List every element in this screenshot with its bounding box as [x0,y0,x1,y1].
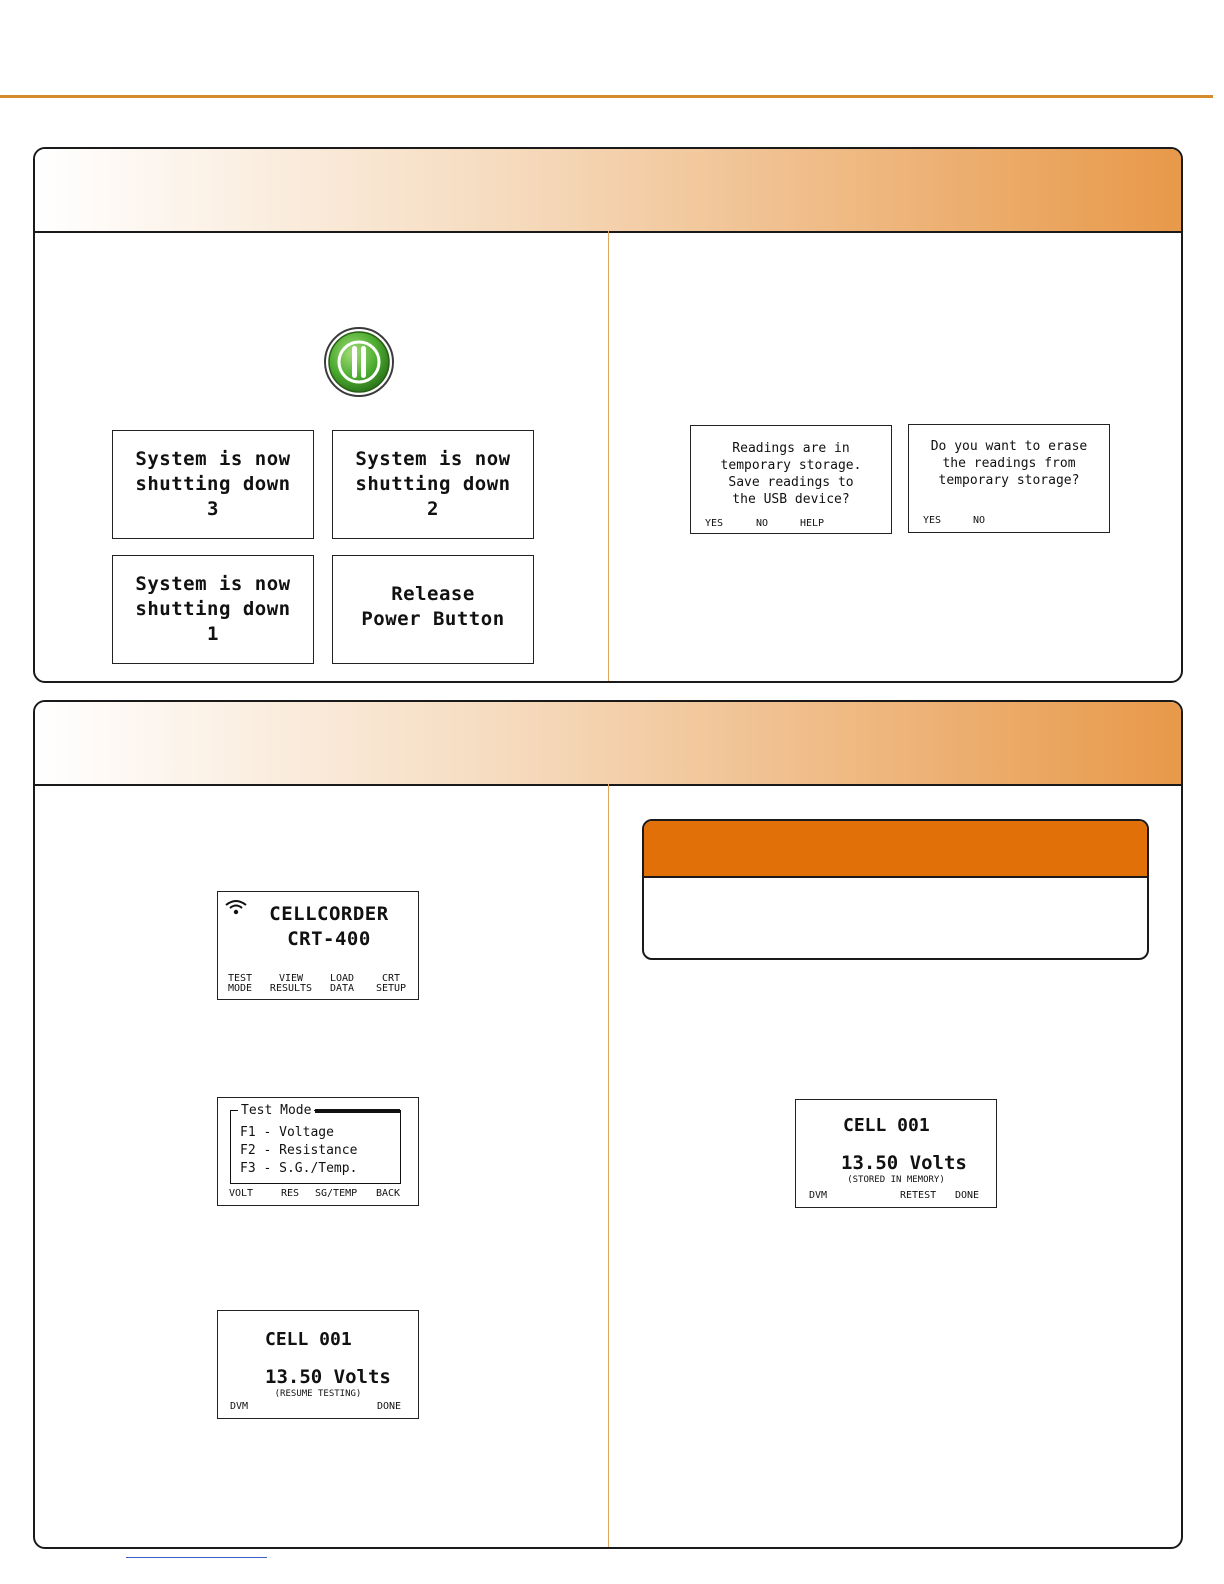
screen-line: shutting down [355,473,511,495]
release-power-screen [332,555,534,664]
softkey-done[interactable]: DONE [377,1401,402,1412]
softkey-load-data[interactable] [325,974,359,994]
softkey-no[interactable]: NO [756,518,769,529]
screen-line: 1 [207,623,219,645]
voltage-reading: 13.50 Volts [265,1366,391,1388]
softkey-dvm[interactable]: DVM [809,1190,828,1201]
power-button-icon [323,326,395,398]
screen-line: temporary storage? [938,473,1080,488]
menu-item-sg-temp[interactable]: F3 - S.G./Temp. [240,1161,358,1176]
softkey-label: SETUP [375,983,407,994]
softkey-dvm[interactable]: DVM [230,1401,249,1412]
stored-in-memory-screen [795,1099,997,1208]
screen-line: Release [391,583,475,605]
softkey-view-results[interactable] [266,974,316,994]
screen-line: the USB device? [732,492,850,507]
softkey-label: RESULTS [269,983,313,994]
softkey-done[interactable]: DONE [955,1190,980,1201]
softkey-help[interactable]: HELP [800,518,825,529]
softkey-back[interactable]: BACK [376,1188,401,1199]
test-mode-title: Test Mode [238,1103,314,1119]
shutdown-screen-3 [112,430,314,539]
softkey-volt[interactable]: VOLT [229,1188,254,1199]
column-divider [608,231,609,681]
softkey-no[interactable]: NO [973,515,986,526]
softkey-label: LOAD [329,973,355,984]
screen-line: System is now [135,573,291,595]
softkey-label: TEST [227,973,253,984]
cell-number: CELL 001 [843,1115,930,1136]
top-rule [0,95,1213,98]
screen-line: System is now [355,448,511,470]
screen-line: Power Button [361,608,505,630]
screen-line: Save readings to [728,475,854,490]
menu-item-resistance[interactable]: F2 - Resistance [240,1143,358,1158]
device-model: CRT-400 [287,928,371,950]
softkey-yes[interactable]: YES [923,515,942,526]
screen-line: Do you want to erase [930,439,1088,454]
screen-line: shutting down [135,598,291,620]
softkey-label: VIEW [278,973,304,984]
screen-line: temporary storage. [720,458,862,473]
screen-line: the readings from [942,456,1076,471]
screen-line: System is now [135,448,291,470]
softkey-retest[interactable]: RETEST [900,1190,937,1201]
status-note: (STORED IN MEMORY) [847,1175,945,1185]
softkey-sg-temp[interactable]: SG/TEMP [315,1188,358,1199]
erase-readings-screen [908,424,1110,533]
screen-line: Readings are in [732,441,850,456]
voltage-reading: 13.50 Volts [841,1152,967,1174]
screen-line: shutting down [135,473,291,495]
note-header [644,821,1147,878]
column-divider [608,784,609,1547]
softkey-label: DATA [329,983,355,994]
status-note: (RESUME TESTING) [274,1389,362,1399]
main-menu-screen [217,891,419,1000]
device-title: CELLCORDER [269,903,389,925]
shutdown-screen-2 [332,430,534,539]
panel-header [35,702,1181,786]
softkey-crt-setup[interactable] [373,974,409,994]
softkey-yes[interactable]: YES [705,518,724,529]
save-readings-screen [690,425,892,534]
test-mode-screen [217,1097,419,1206]
softkey-label: MODE [227,983,253,994]
screen-line: 3 [207,498,219,520]
cell-number: CELL 001 [265,1329,352,1350]
resume-testing-screen [217,1310,419,1419]
softkey-test-mode[interactable] [224,974,256,994]
softkey-res[interactable]: RES [281,1188,300,1199]
note-box [642,819,1149,960]
footer-link-underline [126,1557,267,1558]
menu-item-voltage[interactable]: F1 - Voltage [240,1125,334,1140]
softkey-label: CRT [381,973,401,984]
shutdown-screen-1 [112,555,314,664]
screen-line: 2 [427,498,439,520]
panel-header [35,149,1181,233]
